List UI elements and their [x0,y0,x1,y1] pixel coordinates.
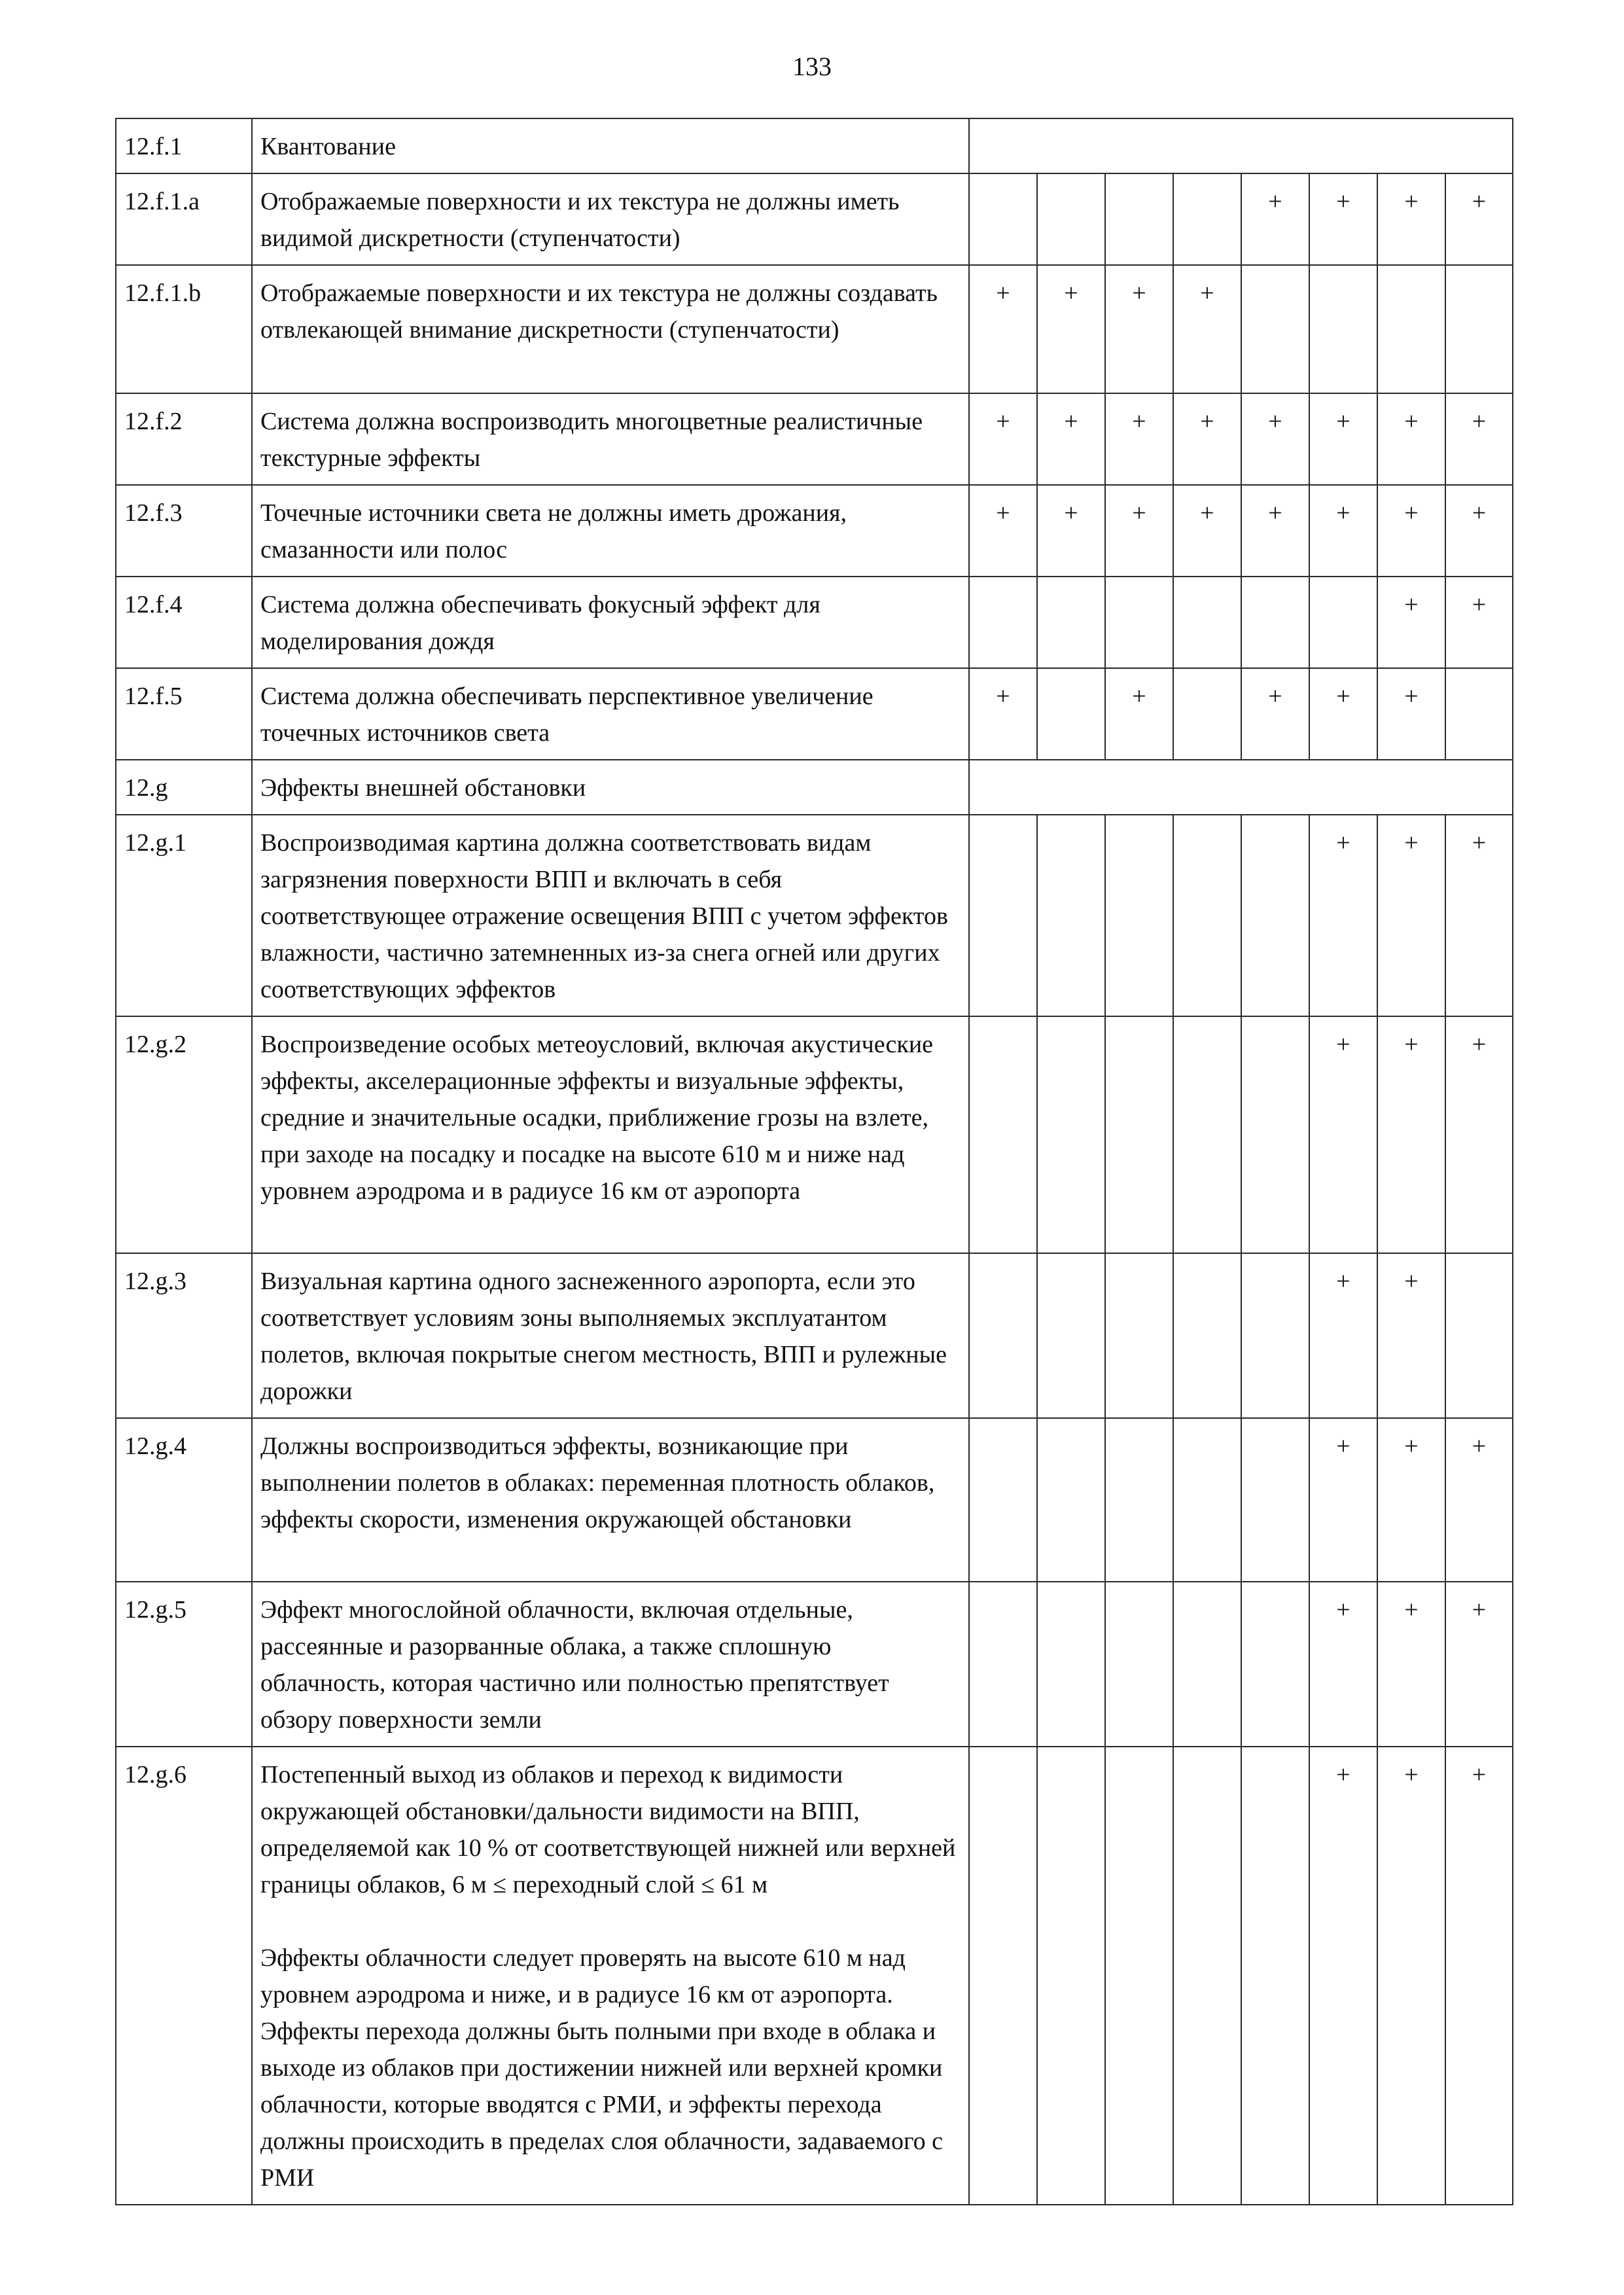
mark-cell [969,577,1037,668]
description-paragraph: Точечные источники света не должны иметь дрожания, смазанности или полос [260,499,847,563]
mark-cell: + [1037,485,1105,577]
row-description [252,265,969,393]
mark-cell [969,1253,1037,1418]
mark-cell: + [1037,393,1105,485]
mark-cell [1105,1747,1173,2205]
row-code: 12.g.1 [116,815,252,1016]
mark-cell: + [1309,1016,1377,1253]
row-description [252,1253,969,1418]
mark-cell [1173,1016,1241,1253]
table-row [116,485,1513,577]
mark-cell [1105,577,1173,668]
table-row [116,173,1513,265]
mark-cell [1173,1582,1241,1747]
mark-cell [969,815,1037,1016]
table-row [116,265,1513,393]
description-paragraph: Воспроизведение особых метеоусловий, включая акустические эффекты, акселерационные эффекты и визуальные эффекты, средние и значительные осадки, приближение грозы на взлете, при заходе на посадку и посадке на высоте 610 м и ниже над уровнем аэродрома и в радиусе 16 км от аэропорта [260,1031,934,1205]
description-paragraph: Эффект многослойной облачности, включая отдельные, рассеянные и разорванные облака, а также сплошную облачность, которая частично или полностью препятствует обзору поверхности земли [260,1596,889,1734]
mark-cell: + [969,265,1037,393]
row-code: 12.g.4 [116,1418,252,1582]
mark-cell: + [1105,393,1173,485]
mark-cell [1173,1747,1241,2205]
mark-cell [1241,577,1309,668]
mark-cell: + [1241,485,1309,577]
mark-cell [1037,1253,1105,1418]
mark-cell [1105,1582,1173,1747]
row-code: 12.g.3 [116,1253,252,1418]
table-row [116,1253,1513,1418]
description-paragraph: Система должна воспроизводить многоцветные реалистичные текстурные эффекты [260,408,923,472]
table-row [116,1418,1513,1582]
mark-cell: + [1173,485,1241,577]
description-paragraph: Эффекты облачности следует проверять на высоте 610 м над уровнем аэродрома и ниже, и в радиусе 16 км от аэропорта. Эффекты перехода должны быть полными при входе в облака и выходе из облаков при достижении нижней или верхней кромки облачности, которые вводятся с РМИ, и эффекты перехода должны происходить в пределах слоя облачности, задаваемого с РМИ [260,1944,943,2192]
row-description [252,577,969,668]
mark-cell [969,1747,1037,2205]
row-code: 12.f.3 [116,485,252,577]
mark-cell [1173,173,1241,265]
mark-cell [1445,265,1513,393]
section-empty-cell [969,760,1513,815]
mark-cell [1309,577,1377,668]
mark-cell [1309,265,1377,393]
mark-cell: + [1241,173,1309,265]
mark-cell: + [1445,1747,1513,2205]
mark-cell: + [1037,265,1105,393]
table-row [116,1582,1513,1747]
description-paragraph: Должны воспроизводиться эффекты, возникающие при выполнении полетов в облаках: переменная плотность облаков, эффекты скорости, изменения окружающей обстановки [260,1432,935,1533]
mark-cell [1173,1253,1241,1418]
mark-cell: + [1309,815,1377,1016]
description-paragraph: Квантование [260,133,396,160]
mark-cell: + [1173,265,1241,393]
mark-cell [1173,668,1241,760]
mark-cell: + [1377,577,1445,668]
row-description [252,393,969,485]
row-code: 12.g.6 [116,1747,252,2205]
row-code: 12.g.2 [116,1016,252,1253]
row-code: 12.g [116,760,252,815]
table-row [116,668,1513,760]
mark-cell [969,1418,1037,1582]
mark-cell: + [1309,485,1377,577]
table-body [116,118,1513,2205]
description-paragraph: Визуальная картина одного заснеженного аэропорта, если это соответствует условиям зоны выполняемых эксплуатантом полетов, включая покрытые снегом местность, ВПП и рулежные дорожки [260,1268,947,1405]
row-code: 12.f.1.a [116,173,252,265]
table-row [116,815,1513,1016]
description-paragraph: Постепенный выход из облаков и переход к видимости окружающей обстановки/дальности видимости на ВПП, определяемой как 10 % от соответствующей нижней или верхней границы облаков, 6 м ≤ переходный слой ≤ 61 м [260,1761,956,1898]
table-row [116,1747,1513,2205]
description-paragraph: Система должна обеспечивать перспективное увеличение точечных источников света [260,683,874,747]
page-number: 133 [792,52,832,81]
mark-cell [1105,1418,1173,1582]
mark-cell [1241,1582,1309,1747]
requirements-table [115,118,1513,2205]
mark-cell: + [1377,1016,1445,1253]
mark-cell [1445,668,1513,760]
mark-cell: + [1377,485,1445,577]
row-code: 12.f.2 [116,393,252,485]
mark-cell: + [1445,1418,1513,1582]
mark-cell: + [1309,393,1377,485]
mark-cell [1105,815,1173,1016]
mark-cell: + [969,393,1037,485]
mark-cell [1377,265,1445,393]
table-row [116,393,1513,485]
mark-cell [1241,1253,1309,1418]
row-code: 12.f.1 [116,118,252,173]
row-code: 12.g.5 [116,1582,252,1747]
mark-cell [1105,173,1173,265]
mark-cell [1173,577,1241,668]
description-paragraph: Система должна обеспечивать фокусный эффект для моделирования дождя [260,591,821,655]
mark-cell: + [1309,173,1377,265]
description-paragraph: Отображаемые поверхности и их текстура не должны иметь видимой дискретности (ступенчатости) [260,188,900,252]
mark-cell: + [969,668,1037,760]
row-code: 12.f.1.b [116,265,252,393]
mark-cell [1037,1016,1105,1253]
mark-cell [969,1582,1037,1747]
mark-cell [1241,1418,1309,1582]
section-empty-cell [969,118,1513,173]
row-description [252,173,969,265]
mark-cell [1037,1418,1105,1582]
table-row [116,760,1513,815]
mark-cell [1037,668,1105,760]
mark-cell [969,1016,1037,1253]
table-row [116,1016,1513,1253]
paragraph-gap [260,1903,961,1940]
row-description [252,668,969,760]
mark-cell [1173,815,1241,1016]
mark-cell [1241,1747,1309,2205]
mark-cell [1105,1016,1173,1253]
mark-cell: + [1445,173,1513,265]
row-description [252,1016,969,1253]
mark-cell: + [1173,393,1241,485]
row-description [252,118,969,173]
mark-cell: + [1445,485,1513,577]
row-description [252,760,969,815]
table-row [116,577,1513,668]
description-paragraph: Воспроизводимая картина должна соответствовать видам загрязнения поверхности ВПП и включать в себя соответствующее отражение освещения ВПП с учетом эффектов влажности, частично затемненных из-за снега огней или других соответствующих эффектов [260,829,948,1003]
mark-cell [1105,1253,1173,1418]
mark-cell: + [1309,1418,1377,1582]
mark-cell: + [1105,265,1173,393]
description-paragraph: Эффекты внешней обстановки [260,774,586,802]
row-description [252,485,969,577]
mark-cell [1241,815,1309,1016]
row-description [252,1418,969,1582]
mark-cell: + [1105,485,1173,577]
mark-cell [1037,1582,1105,1747]
row-description [252,1582,969,1747]
mark-cell [1173,1418,1241,1582]
row-description [252,815,969,1016]
description-paragraph: Отображаемые поверхности и их текстура не должны создавать отвлекающей внимание дискретности (ступенчатости) [260,279,938,344]
mark-cell [1037,815,1105,1016]
mark-cell: + [1309,1747,1377,2205]
row-code: 12.f.4 [116,577,252,668]
mark-cell [1445,1253,1513,1418]
mark-cell: + [1241,393,1309,485]
row-code: 12.f.5 [116,668,252,760]
mark-cell: + [1445,393,1513,485]
mark-cell [1241,265,1309,393]
mark-cell [1037,577,1105,668]
mark-cell: + [1377,1418,1445,1582]
mark-cell: + [1241,668,1309,760]
mark-cell: + [1377,1582,1445,1747]
mark-cell: + [1377,815,1445,1016]
mark-cell [1037,1747,1105,2205]
mark-cell [969,173,1037,265]
mark-cell: + [1377,173,1445,265]
mark-cell: + [1377,668,1445,760]
row-description [252,1747,969,2205]
mark-cell: + [1309,1582,1377,1747]
mark-cell: + [969,485,1037,577]
mark-cell: + [1105,668,1173,760]
mark-cell: + [1309,668,1377,760]
table-row [116,118,1513,173]
mark-cell: + [1309,1253,1377,1418]
mark-cell [1241,1016,1309,1253]
mark-cell: + [1377,1253,1445,1418]
mark-cell: + [1445,577,1513,668]
mark-cell: + [1445,1582,1513,1747]
mark-cell: + [1377,393,1445,485]
mark-cell: + [1445,1016,1513,1253]
mark-cell: + [1377,1747,1445,2205]
mark-cell: + [1445,815,1513,1016]
mark-cell [1037,173,1105,265]
